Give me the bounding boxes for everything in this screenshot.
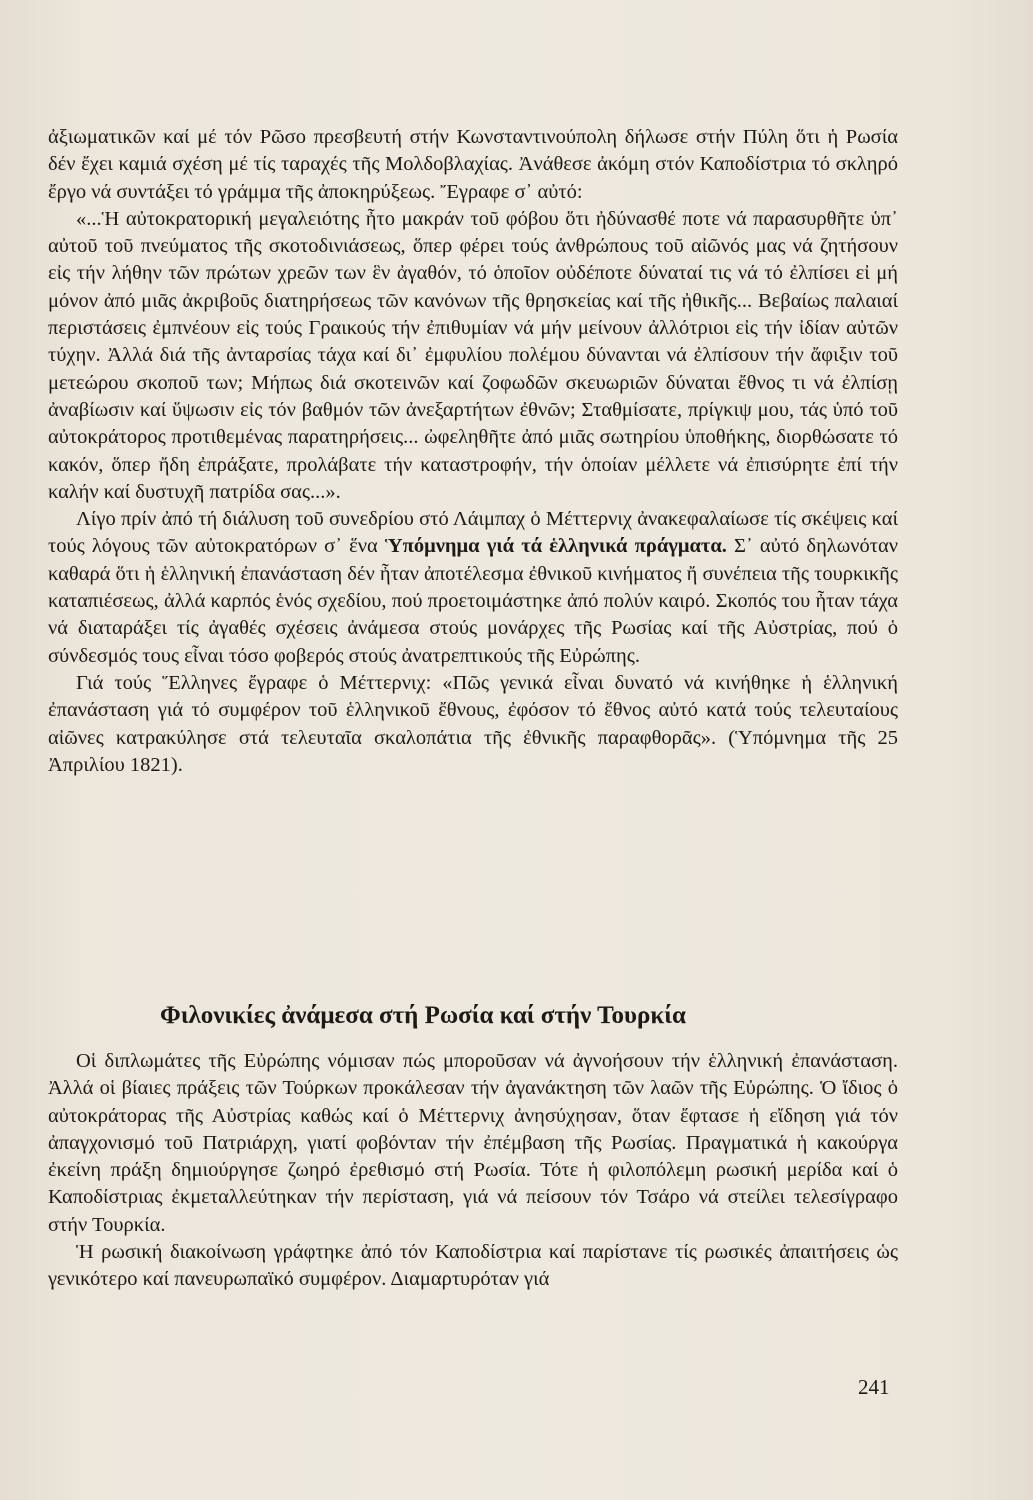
paragraph-4: Γιά τούς Ἕλληνες ἔγραφε ὁ Μέττερνιχ: «Πῶς γενικά εἶναι δυνατό νά κινήθηκε ἡ ἑλληνική ἐπανάσταση γιά τό συμφέρον τοῦ ἑλληνικοῦ ἔθνους, ἐφόσον τό ἔθνος αὐτό κατά τούς τελευταίους αἰῶνες κατρακύλησε στά τελευταῖα σκαλοπάτια τῆς ἐθνικῆς παραφθορᾶς». (Ὑπόμνημα τῆς 25 Ἀπριλίου 1821). — [48, 671, 898, 776]
paragraph-3-end: Σ᾽ αὐτό δηλωνόταν καθαρά ὅτι ἡ ἑλληνική ἐπανάσταση δέν ἦταν ἀποτέλεσμα ἐθνικοῦ κινήματος ἤ συνέπεια τῆς τουρκικῆς καταπιέσεως, ἀλλά καρπός ἑνός σχεδίου, πού προετοιμάστηκε ἀπό πολύν καιρό. Σκοπός του ἦταν τάχα νά διαταράξει τίς ἀγαθές σχέσεις ἀνάμεσα στούς μονάρχες τῆς Ρωσίας καί τῆς Αὐστρίας, πού ὁ σύνδεσμός τους εἶναι τόσο φοβερός στούς ἀνατρεπτικούς τῆς Εὐρώπης. — [48, 535, 898, 667]
paragraph-6: Ἡ ρωσική διακοίνωση γράφτηκε ἀπό τόν Καποδίστρια καί παρίστανε τίς ρωσικές ἀπαιτήσεις ὡς γενικότερο καί πανευρωπαϊκό συμφέρον. Διαμαρτυρόταν γιά — [48, 1241, 898, 1291]
paragraph-3 — [48, 506, 898, 670]
paragraph-3-start: Λίγο πρίν ἀπό τή διάλυση τοῦ συνεδρίου στό Λάιμπαχ ὁ Μέττερνιχ ἀνακεφαλαίωσε τίς σκέψεις καί τούς λόγους τῶν αὐτοκρατόρων σ᾽ ἕνα — [48, 508, 898, 558]
quotation-paragraph: «...Ἡ αὐτοκρατορική μεγαλειότης ἦτο μακράν τοῦ φόβου ὅτι ἠδύνασθέ ποτε νά παρασυρθῆτε ὑπ᾽ αὐτοῦ τοῦ πνεύματος τῆς σκοτοδινιάσεως, ὅπερ φέρει τούς ἀνθρώπους τοῦ αἰῶνός μας νά ζητήσουν εἰς τήν λήθην τῶν πρώτων χρεῶν των ἓν ἀγαθόν, τό ὁποῖον οὐδέποτε δύναταί τις νά τό ἐλπίσει εἰ μή μόνον ἀπό μιᾶς ἀκριβοῦς διατηρήσεως τῶν κανόνων τῆς θρησκείας καί τῆς ἠθικῆς... Βεβαίως παλαιαί περιστάσεις ἐμπνέουν εἰς τούς Γραικούς τήν ἐπιθυμίαν νά μήν μείνουν ἀλλότριοι εἰς τήν ἰδίαν αὐτῶν τύχην. Ἀλλά διά τῆς ἀνταρσίας τάχα καί δι᾽ ἐμφυλίου πολέμου δύνανται νά ἐλπίσουν τήν ἄφιξιν τοῦ μετεώρου σκοποῦ των; Μήπως διά σκοτεινῶν καί ζοφωδῶν σκευωριῶν δύναται ἔθνος τι νά ἐλπίσῃ ἀναβίωσιν καί ὕψωσιν εἰς τόν βαθμόν τῶν ἀνεξαρτήτων ἐθνῶν; Σταθμίσατε, πρίγκιψ μου, τάς ὑπό τοῦ αὐτοκράτορος προτιθεμένας παρατηρήσεις... ὠφεληθῆτε ἀπό μιᾶς σωτηρίου ὑποθήκης, διορθώσατε τό κακόν, ὅπερ ἤδη ἐπράξατε, προλάβατε τήν καταστροφήν, τήν ὁποίαν μέλλετε νά ἐπισύρητε ἐπί τήν καλήν καί δυστυχῆ πατρίδα σας...». — [48, 207, 898, 503]
section-heading: Φιλονικίες ἀνάμεσα στή Ρωσία καί στήν Τουρκία — [160, 1002, 686, 1029]
paragraph-5: Οἱ διπλωμάτες τῆς Εὐρώπης νόμισαν πώς μποροῦσαν νά ἀγνοήσουν τήν ἑλληνική ἐπανάσταση. Ἀλλά οἱ βίαιες πράξεις τῶν Τούρκων προκάλεσαν τήν ἀγανάκτηση τῶν λαῶν τῆς Εὐρώπης. Ὁ ἴδιος ὁ αὐτοκράτορας τῆς Αὐστρίας καθώς καί ὁ Μέττερνιχ ἀνησύχησαν, ὅταν ἔφτασε ἡ εἴδηση γιά τόν ἀπαγχονισμό τοῦ Πατριάρχη, γιατί φοβόνταν τήν ἐπέμβαση τῆς Ρωσίας. Πραγματικά ἡ κακούργα ἐκείνη πράξη δημιούργησε ζωηρό ἐρεθισμό στή Ρωσία. Τότε ἡ φιλοπόλεμη ρωσική μερίδα καί ὁ Καποδίστριας ἐκμεταλλεύτηκαν τήν περίσταση, γιά νά πείσουν τόν Τσάρο νά στείλει τελεσίγραφο στήν Τουρκία. — [48, 1050, 898, 1236]
section-1-text — [48, 124, 898, 779]
page-number: 241 — [858, 1375, 890, 1399]
paragraph-1: ἀξιωματικῶν καί μέ τόν Ρῶσο πρεσβευτή στήν Κωνσταντινούπολη δήλωσε στήν Πύλη ὅτι ἡ Ρωσία δέν ἔχει καμιά σχέση μέ τίς ταραχές τῆς Μολδοβλαχίας. Ἀνάθεσε ἀκόμη στόν Καποδίστρια τό σκληρό ἔργο νά συντάξει τό γράμμα τῆς ἀποκηρύξεως. Ἔγραφε σ᾽ αὐτό: — [48, 126, 898, 203]
memorandum-title: Ὑπόμνημα γιά τά ἑλληνικά πράγματα. — [384, 535, 727, 558]
section-2-text — [48, 1048, 898, 1294]
